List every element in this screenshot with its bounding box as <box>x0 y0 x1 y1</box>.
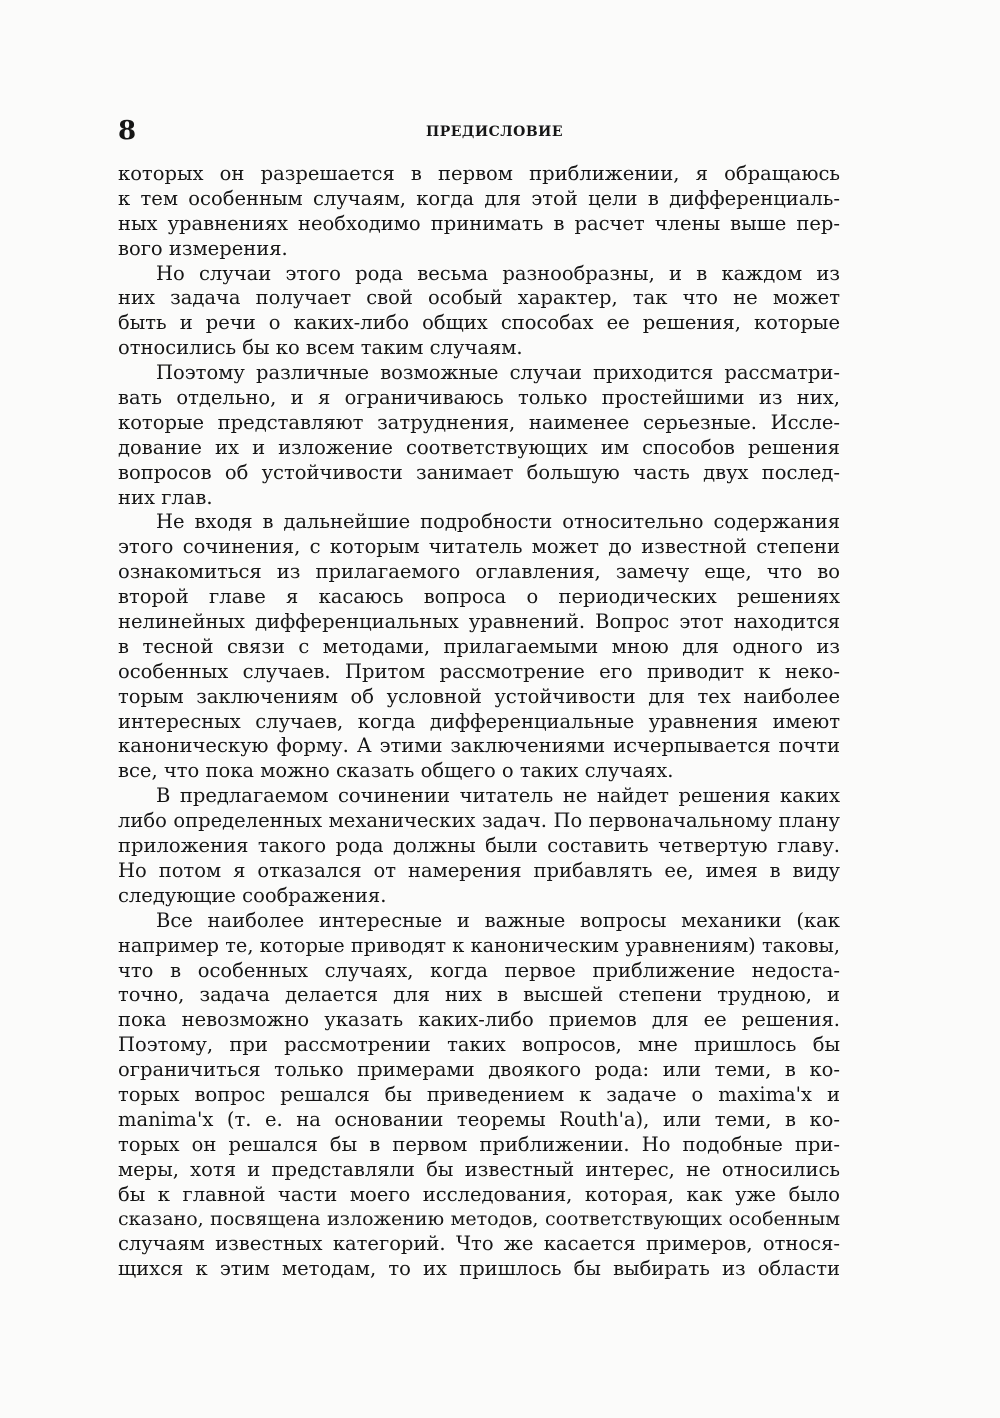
text-line: ных уравнениях необходимо принимать в расчет члены выше пер- <box>118 211 840 235</box>
text-line: Не входя в дальнейшие подробности относительно содержания <box>156 510 840 534</box>
text-line: приложения такого рода должны были составить четвертую главу. <box>118 834 840 858</box>
text-line: дование их и изложение соответствующих им способов решения <box>118 435 840 459</box>
text-line: щихся к этим методам, то их пришлось бы выбирать из области <box>118 1257 840 1281</box>
text-line: что в особенных случаях, когда первое приближение недоста- <box>118 958 840 982</box>
text-line: вого измерения. <box>118 236 288 260</box>
text-line: Поэтому различные возможные случаи приходится рассматри- <box>156 361 840 385</box>
text-line: Но случаи этого рода весьма разнообразны, и в каждом из <box>156 261 840 285</box>
text-line: быть и речи о каких-либо общих способах ее решения, которые <box>118 311 840 335</box>
body-text <box>118 162 840 1282</box>
text-line: Но потом я отказался от намерения прибавлять ее, имея в виду <box>118 858 840 882</box>
text-line: вать отдельно, и я ограничиваюсь только простейшими из них, <box>118 386 840 410</box>
text-line: Все наиболее интересные и важные вопросы механики (как <box>156 908 840 932</box>
page-number: 8 <box>118 116 137 146</box>
text-line: к тем особенным случаям, когда для этой цели в дифференциаль- <box>118 186 840 210</box>
text-line: все, что пока можно сказать общего о таких случаях. <box>118 759 674 783</box>
text-line: например те, которые приводят к каноническим уравнениям) таковы, <box>118 933 840 957</box>
text-line: торых вопрос решался бы приведением к задаче о maxima'x и <box>118 1082 840 1106</box>
text-line: второй главе я касаюсь вопроса о периодических решениях <box>118 585 840 609</box>
text-line: относились бы ко всем таким случаям. <box>118 336 523 360</box>
text-line: точно, задача делается для них в высшей степени трудною, и <box>118 983 840 1007</box>
text-line: них задача получает свой особый характер, так что не может <box>118 286 840 310</box>
text-line: ознакомиться из прилагаемого оглавления, замечу еще, что во <box>118 560 840 584</box>
text-line: которых он разрешается в первом приближении, я обращаюсь <box>118 162 840 185</box>
text-line: случаям известных категорий. Что же касается примеров, относя- <box>118 1232 840 1256</box>
text-line: бы к главной части моего исследования, которая, как уже было <box>118 1182 840 1206</box>
text-line: которые представляют затруднения, наименее серьезные. Иссле- <box>118 410 840 434</box>
text-line: В предлагаемом сочинении читатель не найдет решения каких <box>156 784 840 808</box>
text-line: либо определенных механических задач. По первоначальному плану <box>118 809 840 833</box>
text-line: manima'x (т. е. на основании теоремы Routh'a), или теми, в ко- <box>118 1107 840 1131</box>
page-header <box>118 116 838 146</box>
text-line: них глав. <box>118 485 213 509</box>
text-line: торым заключениям об условной устойчивости для тех наиболее <box>118 684 840 708</box>
text-line: вопросов об устойчивости занимает большую часть двух послед- <box>118 460 840 484</box>
text-line: пока невозможно указать каких-либо приемов для ее решения. <box>118 1008 840 1032</box>
text-line: особенных случаев. Притом рассмотрение его приводит к неко- <box>118 659 840 683</box>
text-line: в тесной связи с методами, прилагаемыми мною для одного из <box>118 634 840 658</box>
text-line: этого сочинения, с которым читатель может до известной степени <box>118 535 840 559</box>
text-line: каноническую форму. А этими заключениями исчерпывается почти <box>118 734 840 758</box>
text-line: ограничиться только примерами двоякого рода: или теми, в ко- <box>118 1058 840 1082</box>
text-line: сказано, посвящена изложению методов, соответствующих особенным <box>118 1208 840 1231</box>
text-line: меры, хотя и представляли бы известный интерес, не относились <box>118 1157 840 1181</box>
text-line: Поэтому, при рассмотрении таких вопросов, мне пришлось бы <box>118 1033 840 1057</box>
running-title: ПРЕДИСЛОВИЕ <box>426 124 564 140</box>
text-line: торых он решался бы в первом приближении. Но подобные при- <box>118 1132 840 1156</box>
text-line: интересных случаев, когда дифференциальные уравнения имеют <box>118 709 840 733</box>
text-line: нелинейных дифференциальных уравнений. Вопрос этот находится <box>118 610 840 634</box>
text-line: следующие соображения. <box>118 883 387 907</box>
